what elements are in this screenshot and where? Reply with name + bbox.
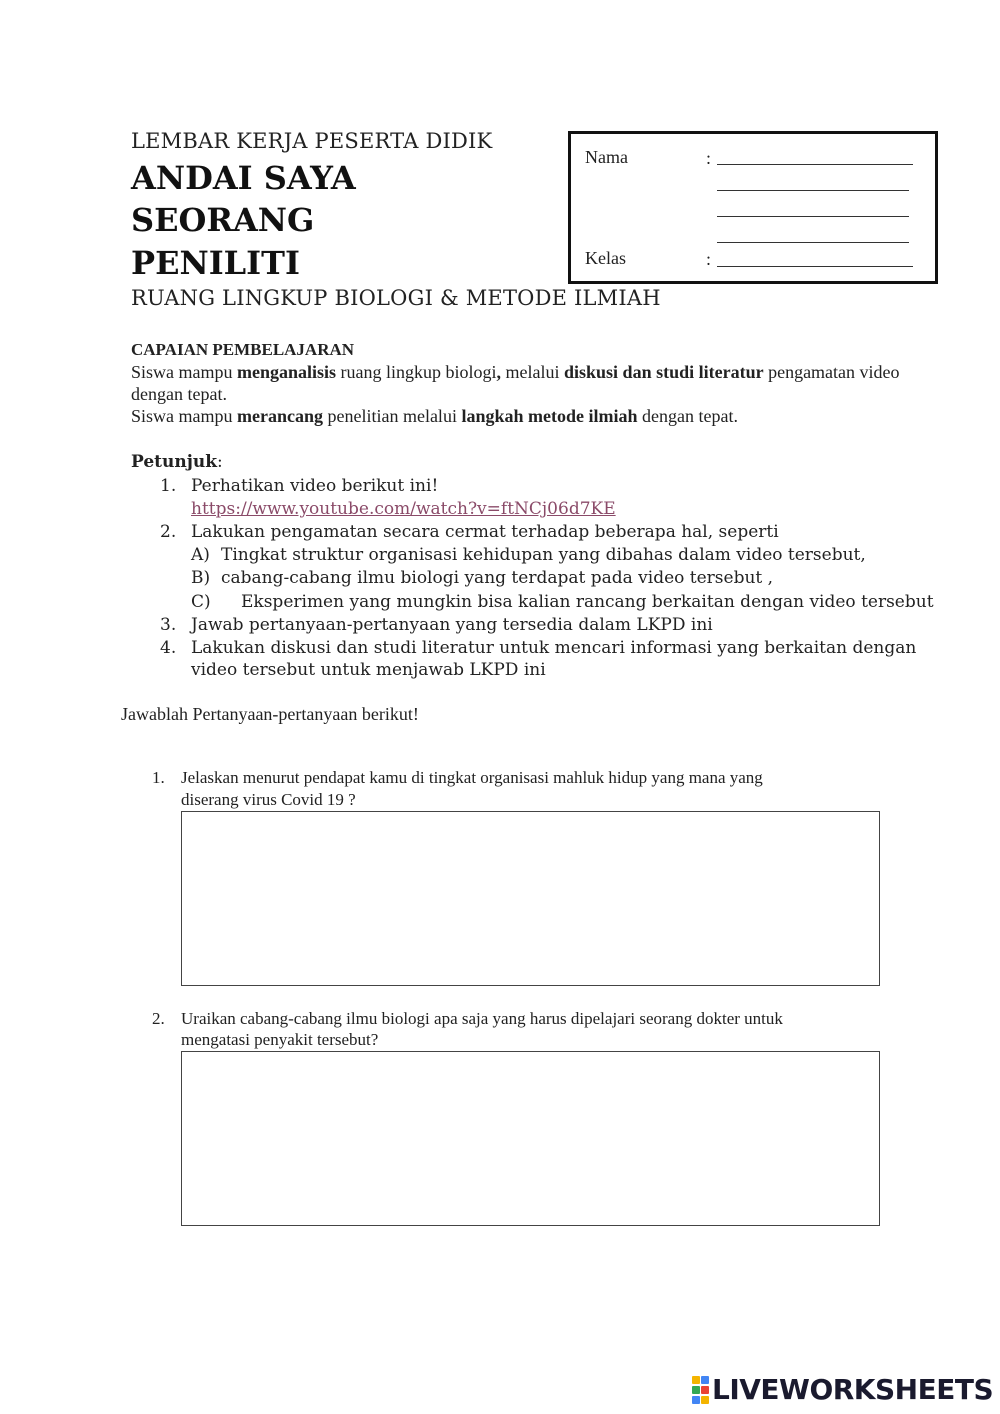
petunjuk-item-1: Perhatikan video berikut ini! — [191, 476, 439, 496]
worksheet-title-line-1: ANDAI SAYA — [131, 159, 356, 197]
cp-p2-text-2: penelitian melalui — [322, 406, 462, 426]
sub-letter-c: C) — [191, 592, 211, 612]
question-num-2: 2. — [152, 1009, 165, 1028]
petunjuk-item-4-cont: video tersebut untuk menjawab LKPD ini — [191, 660, 546, 680]
petunjuk-colon: : — [217, 452, 223, 472]
cp-p1-text-3: melalui — [501, 362, 565, 382]
cp-p2-text-3: dengan tepat. — [637, 406, 738, 426]
petunjuk-item-2: Lakukan pengamatan secara cermat terhadap beberapa hal, seperti — [191, 522, 779, 542]
cp-p2-text: Siswa mampu — [131, 406, 237, 426]
question-1-line-1: Jelaskan menurut pendapat kamu di tingkat organisasi mahluk hidup yang mana yang — [181, 768, 763, 787]
petunjuk-num-1: 1. — [160, 476, 177, 496]
question-2-line-2: mengatasi penyakit tersebut? — [181, 1030, 379, 1049]
video-link[interactable]: https://www.youtube.com/watch?v=ftNCj06d7KE — [191, 499, 616, 519]
question-1-line-2: diserang virus Covid 19 ? — [181, 790, 356, 809]
class-label: Kelas — [585, 248, 626, 268]
cp-p1-text-4: pengamatan video — [763, 362, 900, 382]
liveworksheets-logo-text: LIVEWORKSHEETS — [712, 1373, 994, 1406]
sub-letter-b: B) — [191, 568, 211, 588]
name-line-2[interactable] — [717, 190, 909, 191]
sub-item-b: cabang-cabang ilmu biologi yang terdapat pada video tersebut , — [221, 568, 774, 588]
class-colon: : — [706, 249, 712, 269]
name-line-4[interactable] — [717, 242, 909, 243]
petunjuk-num-3: 3. — [160, 615, 177, 635]
cp-paragraph-1 — [131, 362, 900, 383]
cp-p1-bold-1: menganalisis — [237, 362, 337, 382]
sub-item-c: Eksperimen yang mungkin bisa kalian rancang berkaitan dengan video tersebut — [241, 592, 934, 612]
worksheet-subtitle: LEMBAR KERJA PESERTA DIDIK — [131, 129, 493, 153]
answer-box-2[interactable] — [181, 1051, 880, 1226]
petunjuk-item-4: Lakukan diskusi dan studi literatur untuk mencari informasi yang berkaitan dengan — [191, 638, 917, 658]
cp-p1-comma: , — [496, 362, 502, 382]
worksheet-scope: RUANG LINGKUP BIOLOGI & METODE ILMIAH — [131, 286, 661, 310]
liveworksheets-logo-icon — [692, 1376, 710, 1406]
worksheet-title-line-3: PENILITI — [131, 244, 300, 282]
petunjuk-label: Petunjuk — [131, 452, 218, 472]
name-line-1[interactable] — [717, 164, 913, 165]
name-label: Nama — [585, 147, 628, 167]
cp-p1-bold-2: diskusi dan studi literatur — [564, 362, 764, 382]
petunjuk-num-4: 4. — [160, 638, 177, 658]
name-line-3[interactable] — [717, 216, 909, 217]
class-line[interactable] — [717, 266, 913, 267]
liveworksheets-logo — [692, 1373, 994, 1407]
answer-box-1[interactable] — [181, 811, 880, 986]
cp-heading: CAPAIAN PEMBELAJARAN — [131, 340, 355, 359]
petunjuk-item-3: Jawab pertanyaan-pertanyaan yang tersedia dalam LKPD ini — [191, 615, 713, 635]
petunjuk-num-2: 2. — [160, 522, 177, 542]
sub-letter-a: A) — [191, 545, 210, 565]
cp-paragraph-2 — [131, 406, 738, 427]
cp-p1-text: Siswa mampu — [131, 362, 237, 382]
petunjuk-heading — [131, 452, 223, 472]
cp-p2-bold-1: merancang — [237, 406, 323, 426]
cp-p1-text-2: ruang lingkup biologi — [336, 362, 497, 382]
worksheet-title-line-2: SEORANG — [131, 201, 315, 239]
student-info-box — [568, 131, 938, 284]
questions-intro: Jawablah Pertanyaan-pertanyaan berikut! — [121, 704, 419, 724]
cp-paragraph-1-cont: dengan tepat. — [131, 384, 227, 404]
sub-item-a: Tingkat struktur organisasi kehidupan yang dibahas dalam video tersebut, — [221, 545, 866, 565]
question-num-1: 1. — [152, 768, 165, 787]
name-colon: : — [706, 148, 712, 168]
cp-p2-bold-2: langkah metode ilmiah — [461, 406, 638, 426]
question-2-line-1: Uraikan cabang-cabang ilmu biologi apa saja yang harus dipelajari seorang dokter untuk — [181, 1009, 783, 1028]
